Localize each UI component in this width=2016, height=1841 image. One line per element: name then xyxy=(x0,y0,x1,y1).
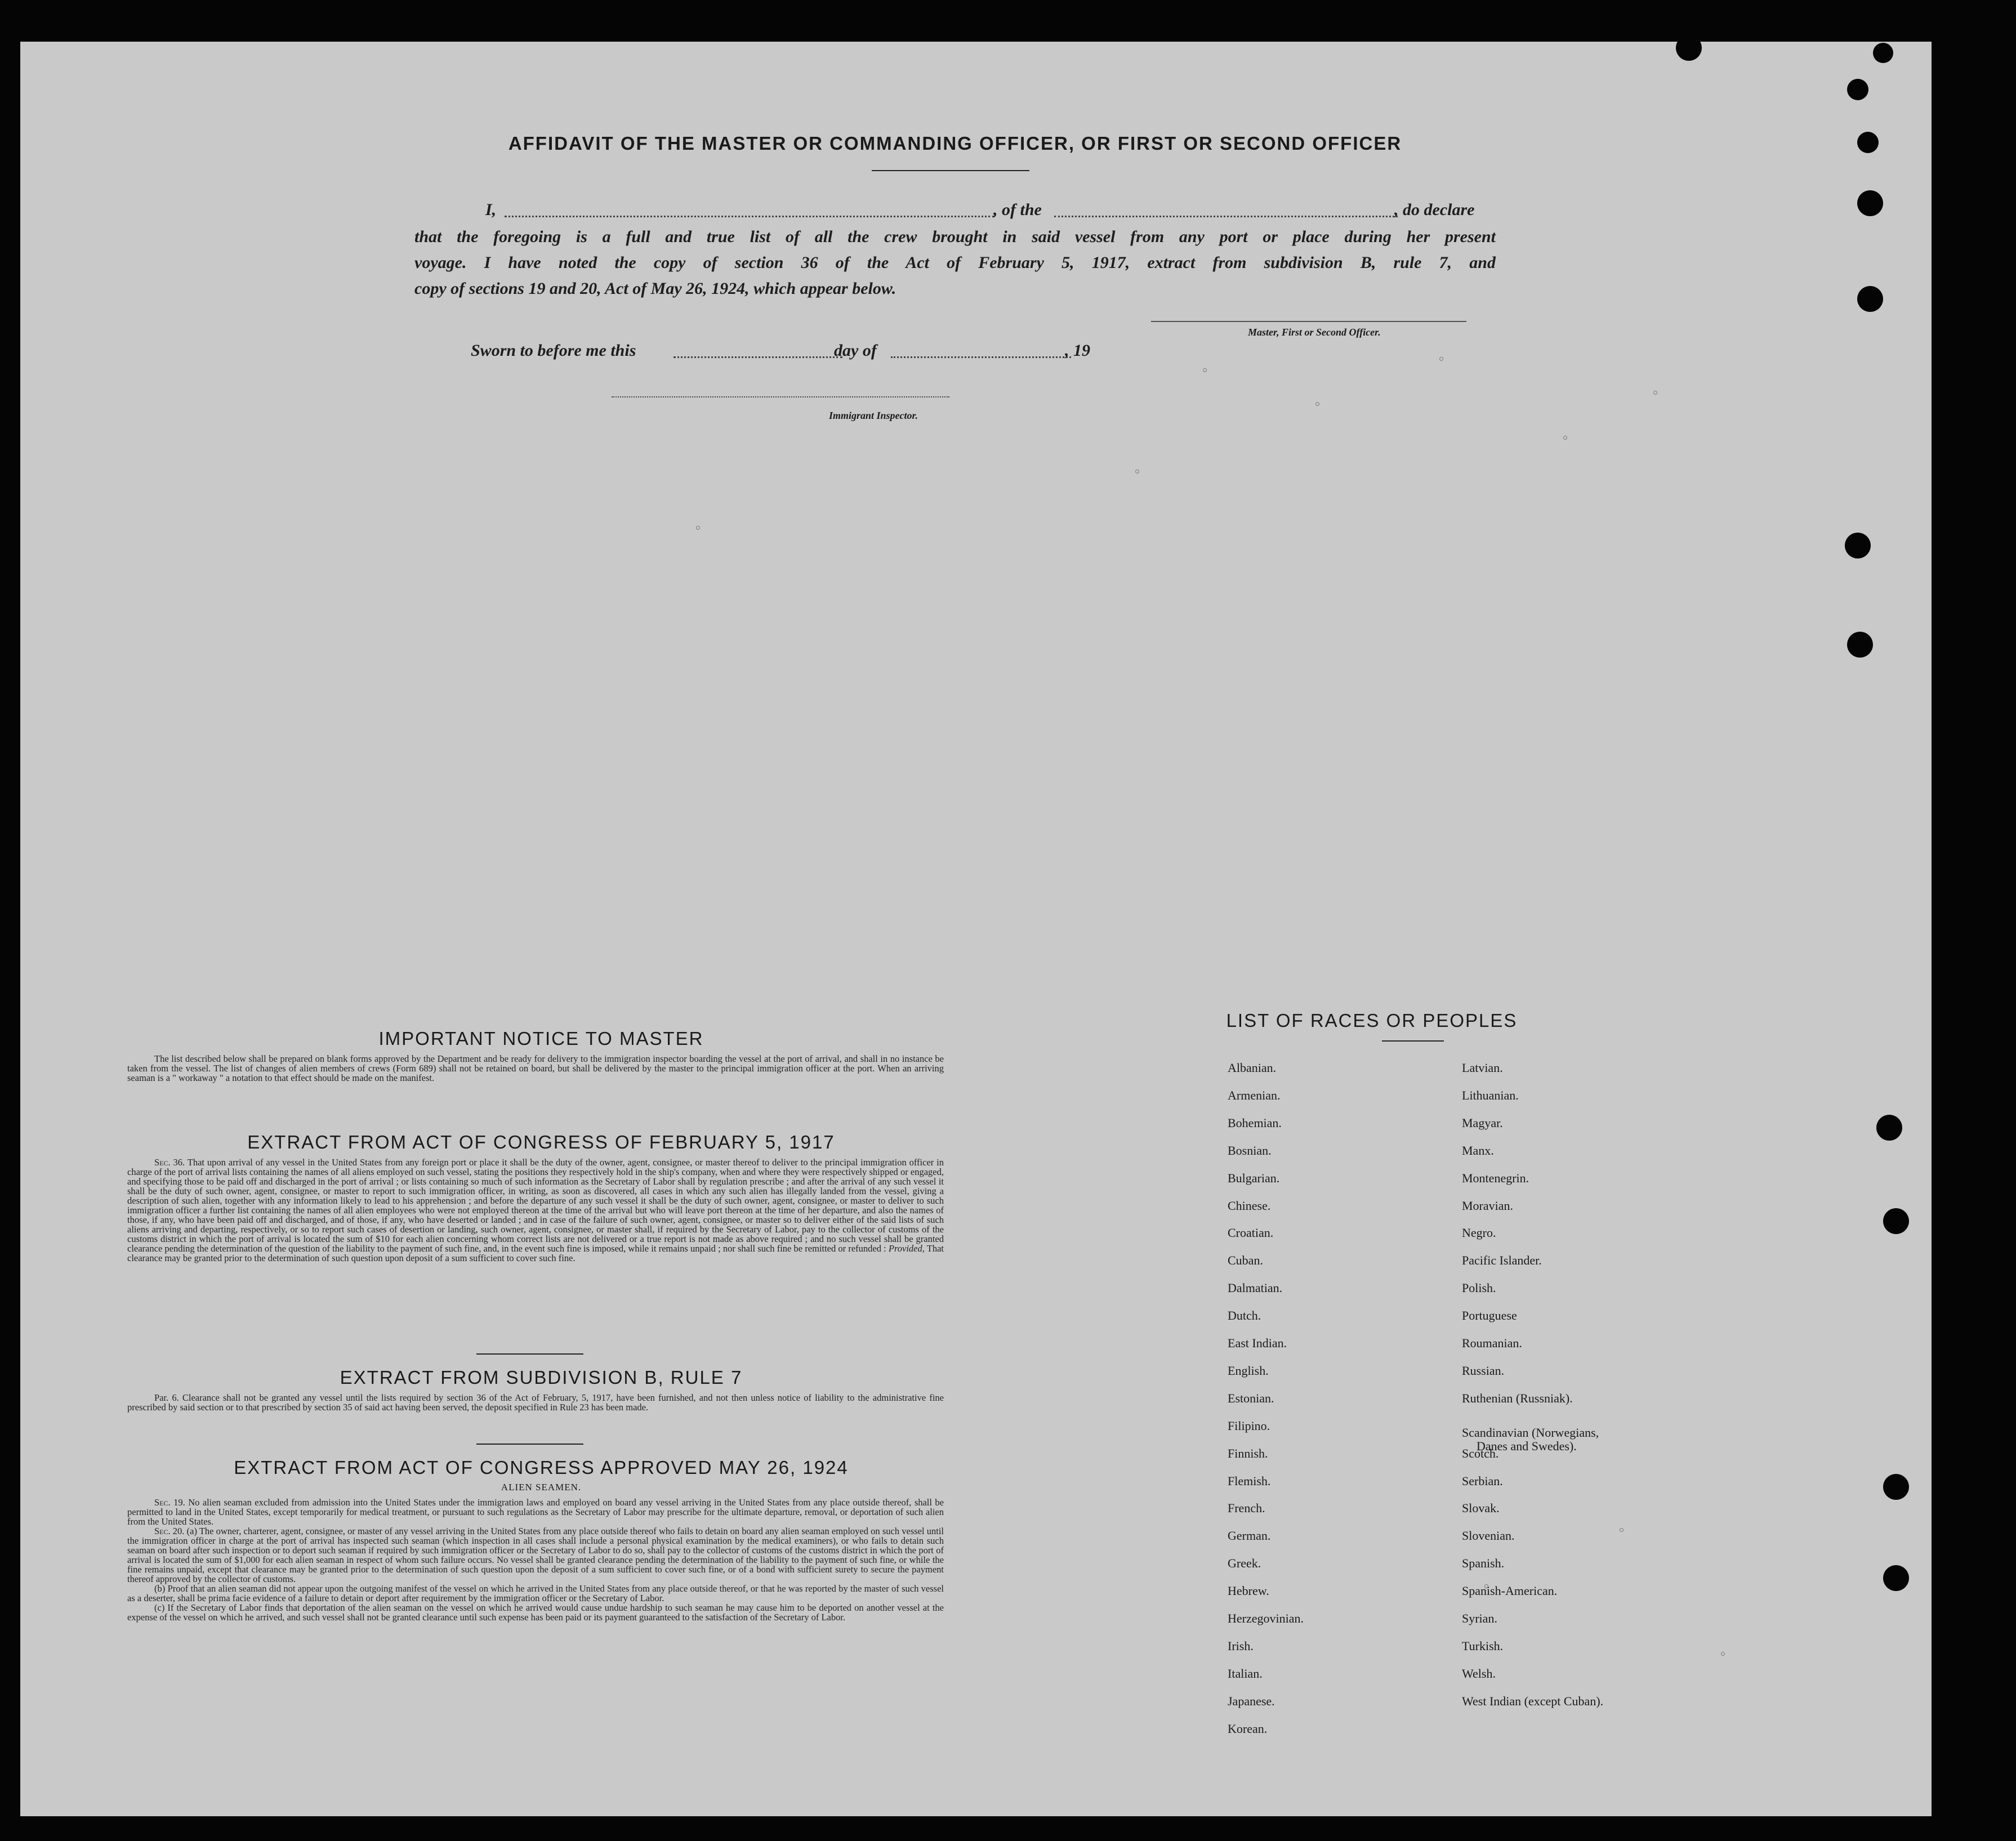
speck xyxy=(1439,357,1443,361)
sworn-label: Sworn to before me this xyxy=(471,341,636,360)
races-title-underline xyxy=(1382,1040,1444,1042)
race-item: English. xyxy=(1228,1363,1269,1378)
race-item: Scotch. xyxy=(1462,1446,1499,1460)
master-signature-line xyxy=(1151,321,1466,322)
punch-hole-2 xyxy=(1873,43,1893,63)
race-item: German. xyxy=(1228,1529,1271,1543)
race-item: Armenian. xyxy=(1228,1088,1281,1102)
rule7-text-block xyxy=(127,1393,944,1412)
race-item: Russian. xyxy=(1462,1363,1505,1378)
year-label: , 19 xyxy=(1065,341,1090,360)
race-item: Korean. xyxy=(1228,1721,1268,1736)
race-item: French. xyxy=(1228,1501,1265,1516)
race-item: Filipino. xyxy=(1228,1418,1270,1433)
affidavit-of-the-label: , of the xyxy=(993,200,1042,219)
race-item: Manx. xyxy=(1462,1143,1494,1158)
affidavit-line-2: that the foregoing is a full and true list of all the crew brought in said vessel from any port or place during her present xyxy=(414,227,1496,246)
race-item: Finnish. xyxy=(1228,1446,1268,1460)
punch-hole-7 xyxy=(1845,533,1871,558)
race-item: Spanish-American. xyxy=(1462,1584,1558,1598)
affidavit-declare-label: , do declare xyxy=(1394,200,1475,219)
speck xyxy=(1203,368,1207,372)
punch-hole-1 xyxy=(1676,35,1702,61)
master-signature-label: Master, First or Second Officer. xyxy=(1248,327,1381,338)
punch-hole-6 xyxy=(1857,286,1883,312)
punch-hole-5 xyxy=(1857,190,1883,216)
race-item: Danes and Swedes). xyxy=(1477,1438,1577,1453)
speck xyxy=(1135,470,1139,473)
punch-hole-4 xyxy=(1857,132,1879,153)
race-item: Bohemian. xyxy=(1228,1115,1282,1130)
race-item: Dalmatian. xyxy=(1228,1281,1283,1295)
race-item: Polish. xyxy=(1462,1281,1496,1295)
race-item: Serbian. xyxy=(1462,1473,1503,1488)
inspector-label: Immigrant Inspector. xyxy=(829,410,918,421)
punch-hole-8 xyxy=(1847,632,1873,658)
race-item: Spanish. xyxy=(1462,1556,1505,1571)
race-item: Flemish. xyxy=(1228,1473,1271,1488)
punch-hole-11 xyxy=(1883,1474,1909,1500)
race-item: Syrian. xyxy=(1462,1611,1497,1625)
race-item: Turkish. xyxy=(1462,1638,1504,1653)
alien-seamen-subtitle: ALIEN SEAMEN. xyxy=(501,1482,582,1493)
race-item: Magyar. xyxy=(1462,1115,1503,1130)
extract-1917-title: EXTRACT FROM ACT OF CONGRESS OF FEBRUARY 5, 1917 xyxy=(247,1132,835,1152)
race-item: Welsh. xyxy=(1462,1666,1496,1681)
punch-hole-12 xyxy=(1883,1565,1909,1591)
rule7-text: Par. 6. Clearance shall not be granted any vessel until the lists required by section 36 of the Act of February, 5, 1917, have been furnished, and not then unless notice of liability to the administrative fine prescribed by said section or to that prescribed by section 35 of said act having been served, the deposit specified in Rule 23 has been made. xyxy=(127,1392,944,1413)
race-item: Greek. xyxy=(1228,1556,1261,1571)
affidavit-title-underline xyxy=(872,170,1029,171)
sec19-label: Sec. 19. xyxy=(154,1497,185,1508)
punch-hole-3 xyxy=(1847,79,1868,100)
punch-hole-9 xyxy=(1876,1115,1902,1141)
race-item: Scandinavian (Norwegians, xyxy=(1462,1425,1599,1440)
affidavit-line-3: voyage. I have noted the copy of section 36 of the Act of February 5, 1917, extract from subdivision B, rule 7, and xyxy=(414,253,1496,272)
race-item: Croatian. xyxy=(1228,1226,1274,1240)
proviso-text: That clearance may be granted prior to the determination of such question upon deposit of a sum sufficient to cover such fine. xyxy=(127,1243,944,1263)
race-item: Estonian. xyxy=(1228,1391,1274,1405)
sec19-text: No alien seaman excluded from admission into the United States under the immigration laws and employed on board any vessel arriving in the United States from any place outside thereof, shall be permitted to land in the United States, except temporarily for medical treatment, or pursuant to such regulations as the Secretary of Labor may prescribe for the ultimate departure, removal, or deportation of such alien from the United States. xyxy=(127,1497,944,1527)
affidavit-i-label: I, xyxy=(485,200,497,219)
day-of-label: day of xyxy=(834,341,877,360)
race-item: Moravian. xyxy=(1462,1198,1514,1213)
race-item: East Indian. xyxy=(1228,1336,1287,1350)
speck xyxy=(1721,1652,1725,1656)
race-item: Cuban. xyxy=(1228,1253,1263,1268)
race-item: Roumanian. xyxy=(1462,1336,1522,1350)
sec20b-text: (b) Proof that an alien seaman did not appear upon the outgoing manifest of the vessel on which he arrived in the United States from any place outside thereof, or that he was reported by the master of such vessel as a deserter, shall be prima facie evidence of a failure to detain or deport after requirement by the immigration officer or the Secretary of Labor. xyxy=(127,1583,944,1603)
affidavit-line-4: copy of sections 19 and 20, Act of May 26, 1924, which appear below. xyxy=(414,279,897,298)
race-item: Portuguese xyxy=(1462,1308,1517,1323)
race-item: Dutch. xyxy=(1228,1308,1261,1323)
race-item: Italian. xyxy=(1228,1666,1263,1681)
race-item: Bulgarian. xyxy=(1228,1170,1280,1185)
notice-paragraph: The list described below shall be prepared on blank forms approved by the Department and be ready for delivery to the immigration inspector boarding the vessel at the port of arrival, and shall in no instance be taken from the vessel. The list of changes of alien members of crews (Form 689) shall not be retained on board, but shall be delivered by the master to the principal immigration officer at the port. When an arriving seaman is a " workaway " a notation to that effect should be made on the manifest. xyxy=(127,1053,944,1083)
race-item: Hebrew. xyxy=(1228,1584,1269,1598)
affidavit-title: AFFIDAVIT OF THE MASTER OR COMMANDING OFFICER, OR FIRST OR SECOND OFFICER xyxy=(508,133,1402,154)
race-item: Chinese. xyxy=(1228,1198,1271,1213)
extract-1924-title: EXTRACT FROM ACT OF CONGRESS APPROVED MAY 26, 1924 xyxy=(234,1457,849,1478)
sec36-text: That upon arrival of any vessel in the United States from any foreign port or place it shall be the duty of the owner, agent, consignee, or master thereof to deliver to the principal immigration officer in charge of the port of arrival lists containing the names of all aliens employed on such vessel, stating the positions they respectively hold in the ship's company, when and where they were respectively shipped or engaged, and specifying those to be paid off and discharged in the port of arrival ; or lists containing so much of such information as the Secretary of Labor shall by regulation prescribe ; and after the arrival of any such vessel it shall be the duty of such owner, agent, consignee, or master to report to such immigration officer, in writing, as soon as discovered, all cases in which any such alien has illegally landed from the vessel, giving a description of such alien, together with any information likely to lead to his apprehension ; and before the departure of any such vessel it shall be the duty of such owner, agent, consignee, or master to deliver to such immigration officer a further list containing the names of all alien employees who were not employed thereon at the time of the arrival but who will leave port thereon at the time of her departure, and also the names of those, if any, who have been paid off and discharged, and of those, if any, who have deserted or landed ; and in case of the failure of such owner, agent, consignee, or master so to deliver either of the said lists of such aliens arriving and departing, respectively, or so to report such cases of desertion or landing, such owner, agent, consignee, or master shall, if required by the Secretary of Labor, pay to the collector of customs of the customs district in which the port of arrival is located the sum of $10 for each alien concerning whom correct lists are not delivered or a true report is not made as above required ; and no such vessel shall be granted clearance pending the determination of the question of the liability to the payment of such fine, and, in the event such fine is imposed, while it remains unpaid ; nor shall such fine be remitted or refunded : xyxy=(127,1157,944,1254)
speck xyxy=(1653,391,1657,395)
notice-title: IMPORTANT NOTICE TO MASTER xyxy=(378,1028,704,1049)
inspector-signature-line xyxy=(612,396,949,397)
sec20-label: Sec. 20. xyxy=(154,1526,185,1536)
race-item: Ruthenian (Russniak). xyxy=(1462,1391,1573,1405)
race-item: Montenegrin. xyxy=(1462,1170,1529,1185)
punch-hole-10 xyxy=(1883,1208,1909,1234)
race-item: Bosnian. xyxy=(1228,1143,1272,1158)
race-item: Albanian. xyxy=(1228,1061,1277,1075)
race-item: Pacific Islander. xyxy=(1462,1253,1542,1268)
speck xyxy=(696,526,700,530)
race-item: West Indian (except Cuban). xyxy=(1462,1693,1604,1708)
sec20a-text: (a) The owner, charterer, agent, consignee, or master of any vessel arriving in the United States from any place outside thereof who fails to detain on board any alien seaman employed on such vessel until the immigration officer in charge at the port of arrival has inspected such seaman (which inspection in all cases shall include a personal physical examination by the medical examiners), or who fails to detain such seaman on board after such inspection or to deport such seaman if required by such immigration officer or the Secretary of Labor to do so, shall pay to the collector of customs of the customs district in which the port of arrival is located the sum of $1,000 for each alien seaman in respect of whom such failure occurs. No vessel shall be granted clearance pending the determination of the liability to the payment of such fine, or while the fine remains unpaid, except that clearance may be granted prior to the determination of such question upon the deposit of a sum sufficient to cover such fine, or of a bond with sufficient surety to secure the payment thereof approved by the collector of customs. xyxy=(127,1526,944,1584)
speck xyxy=(1620,1528,1623,1532)
sec36-label: Sec. 36. xyxy=(154,1157,185,1168)
extract-1924-text xyxy=(127,1498,944,1622)
races-title: LIST OF RACES OR PEOPLES xyxy=(1226,1010,1518,1031)
race-item: Irish. xyxy=(1228,1638,1254,1653)
race-item: Herzegovinian. xyxy=(1228,1611,1304,1625)
race-item: Slovenian. xyxy=(1462,1529,1515,1543)
section-divider-1 xyxy=(476,1353,583,1355)
race-item: Latvian. xyxy=(1462,1061,1503,1075)
speck xyxy=(1563,436,1567,440)
form-sheet xyxy=(20,42,1932,1816)
vessel-dotted-line xyxy=(1054,216,1398,217)
sworn-day-dotted-line xyxy=(674,356,842,358)
race-item: Lithuanian. xyxy=(1462,1088,1519,1102)
proviso-word: Provided, xyxy=(888,1243,925,1254)
extract-1917-text xyxy=(127,1158,944,1263)
name-dotted-line xyxy=(505,216,994,217)
speck xyxy=(1315,402,1319,406)
month-dotted-line xyxy=(891,356,1071,358)
section-divider-2 xyxy=(476,1444,583,1445)
race-item: Slovak. xyxy=(1462,1501,1500,1516)
rule7-title: EXTRACT FROM SUBDIVISION B, RULE 7 xyxy=(340,1367,743,1388)
race-item: Japanese. xyxy=(1228,1693,1275,1708)
notice-text xyxy=(127,1054,944,1083)
sec20c-text: (c) If the Secretary of Labor finds that deportation of the alien seaman on the vessel on which he arrived would cause undue hardship to such seaman he may cause him to be deported on another vessel at the expense of the vessel on which he arrived, and such vessel shall not be granted clearance until such expense has been paid or its payment guaranteed to the satisfaction of the Secretary of Labor. xyxy=(127,1602,944,1623)
race-item: Negro. xyxy=(1462,1226,1496,1240)
